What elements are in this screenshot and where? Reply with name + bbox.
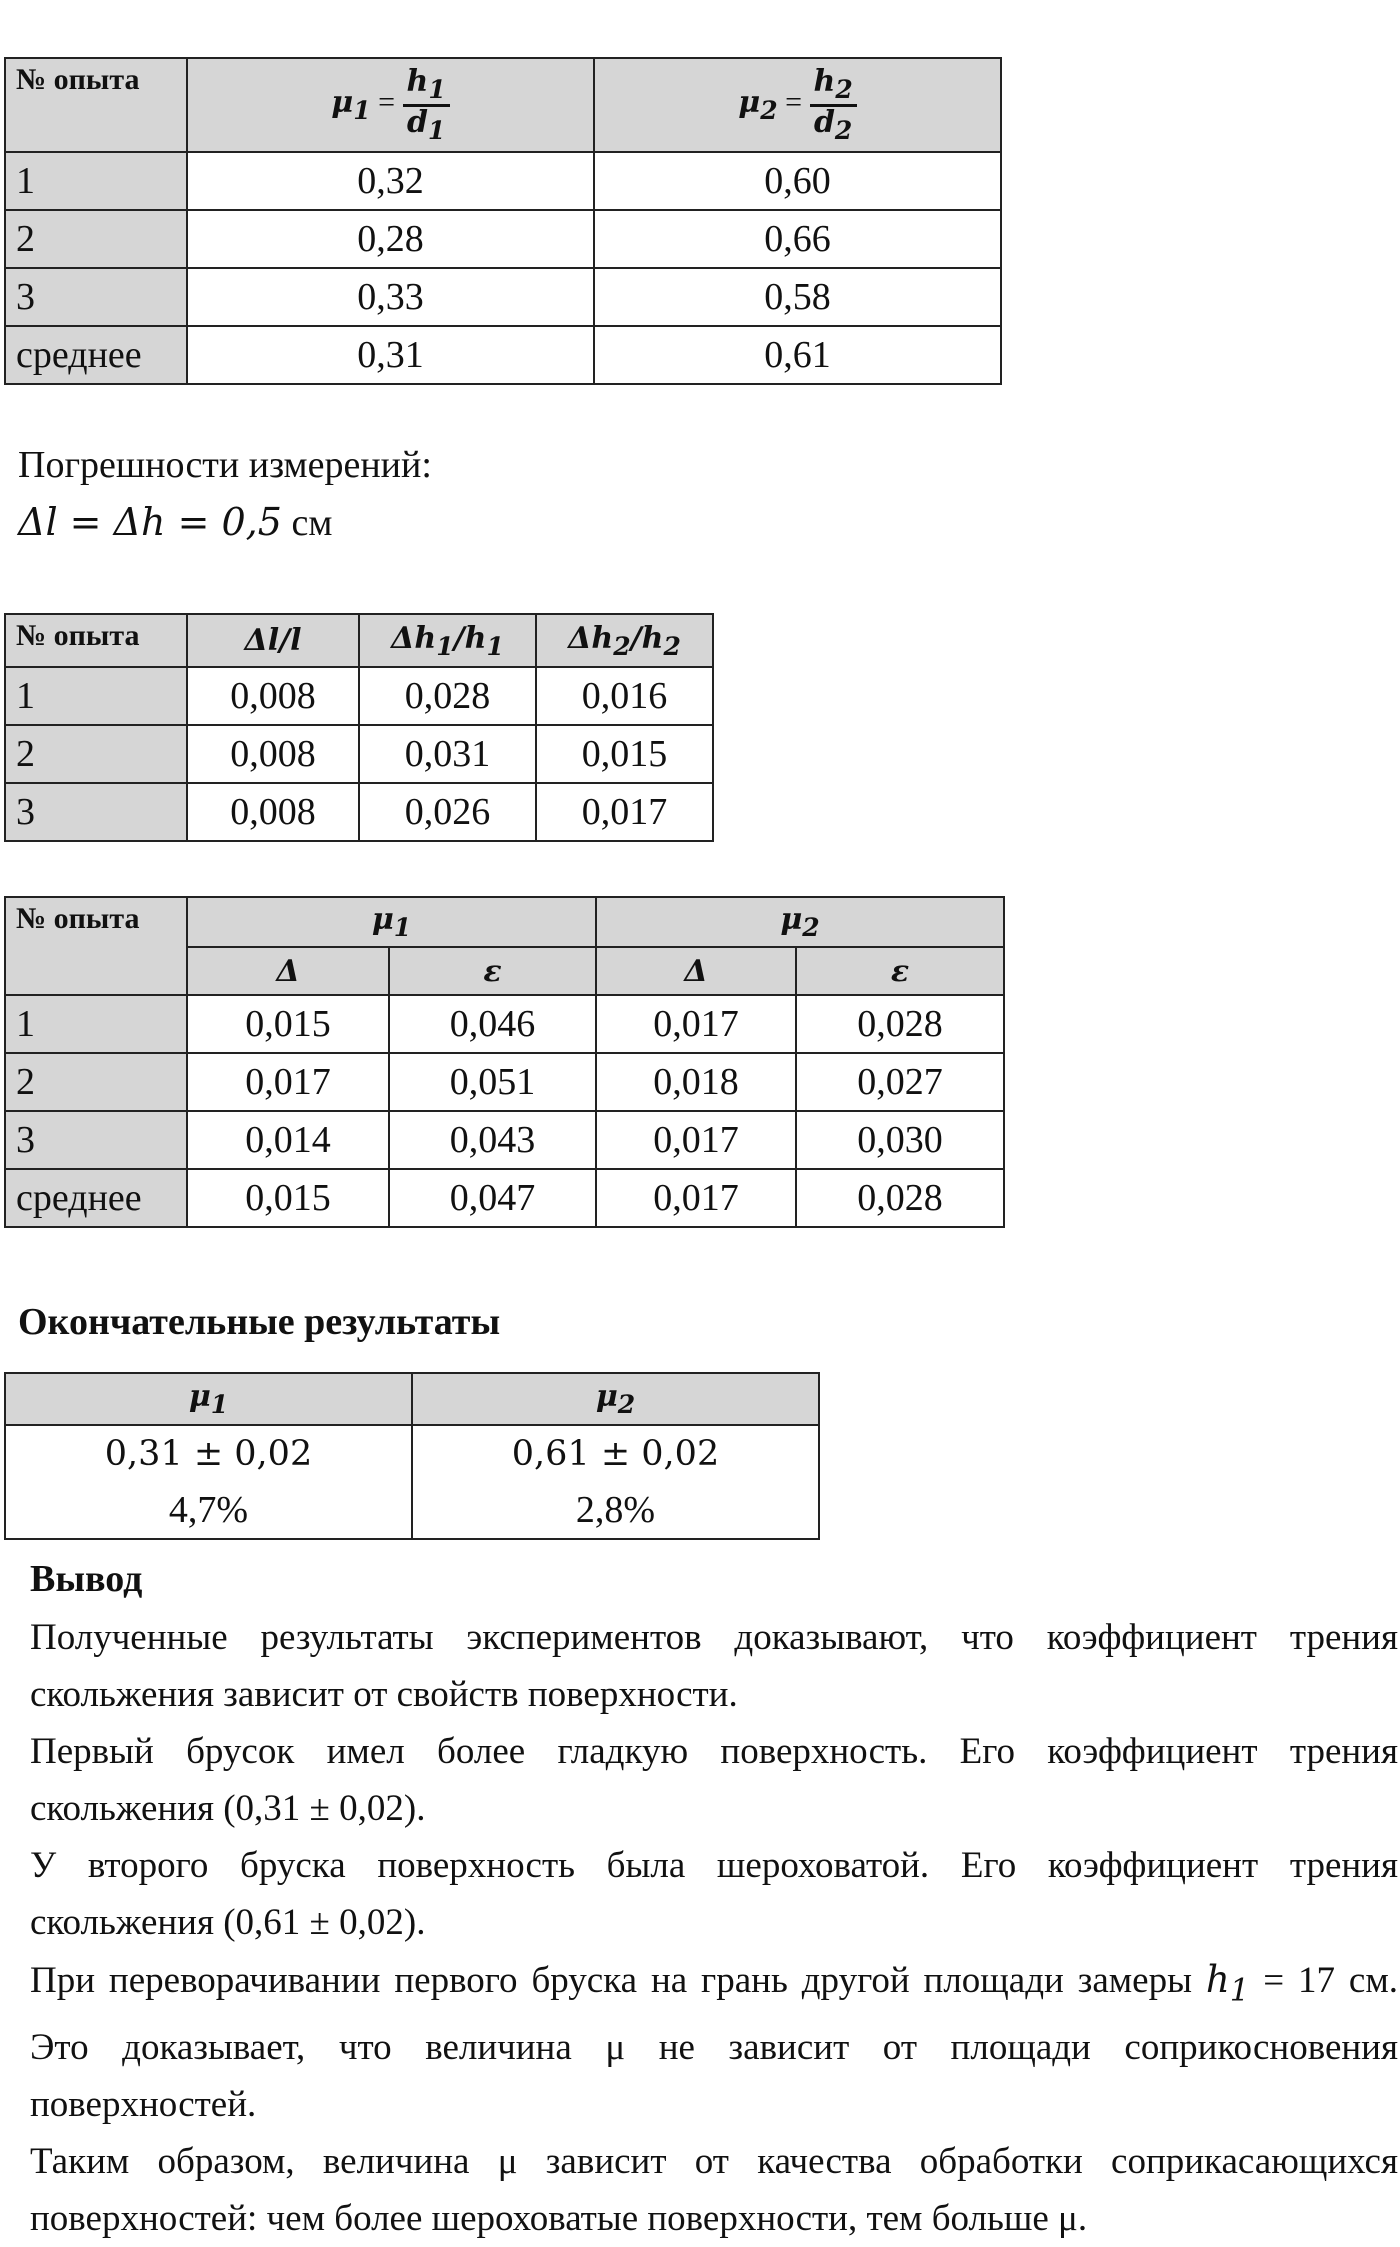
mu1-result-percent: 4,7%: [168, 1489, 249, 1531]
conclusion-paragraph-2: Первый брусок имел более гладкую поверхность. Его коэффициент трения скольжения (0,31 ± 0,02).: [30, 1731, 1398, 1829]
row-label: 3: [5, 783, 187, 841]
mu2-result: [412, 1425, 819, 1539]
col-eps-header: ε: [796, 947, 1004, 995]
conclusion-paragraph-4-start: При переворачивании первого бруска на грань другой площади замеры: [30, 1960, 1192, 2001]
mu2-result-percent: 2,8%: [575, 1489, 656, 1531]
errors-formula-math: Δl = Δh = 0,5: [18, 500, 282, 544]
conclusion-title: Вывод: [30, 1558, 143, 1600]
row-label: среднее: [5, 326, 187, 384]
table-row: [5, 1053, 1004, 1111]
cell-value: 0,027: [796, 1053, 1004, 1111]
mu1-value: 0,33: [187, 268, 594, 326]
row-label: 1: [5, 995, 187, 1053]
table-row: [5, 725, 713, 783]
mu2-value: 0,60: [594, 152, 1001, 210]
mu1-value: 0,31: [187, 326, 594, 384]
cell-value: 0,017: [596, 995, 796, 1053]
errors-formula: [18, 500, 332, 545]
cell-value: 0,017: [187, 1053, 389, 1111]
col-experiment-header: № опыта: [5, 58, 187, 152]
col-eps-header: ε: [389, 947, 596, 995]
row-label: 1: [5, 667, 187, 725]
mu-table-header: [5, 58, 1001, 152]
cell-value: 0,051: [389, 1053, 596, 1111]
col-delta-header: Δ: [596, 947, 796, 995]
table-row: [5, 152, 1001, 210]
mu-table: [4, 57, 1002, 385]
cell-value: 0,015: [187, 995, 389, 1053]
cell-value: 0,016: [536, 667, 713, 725]
table-row: [5, 667, 713, 725]
row-label: среднее: [5, 1169, 187, 1227]
cell-value: 0,017: [536, 783, 713, 841]
cell-value: 0,031: [359, 725, 536, 783]
conclusion-text: [30, 1609, 1398, 2247]
col-mu2-header: $\mu_2$ = $\frac{h_2}{d_2}$: [594, 58, 1001, 152]
cell-value: 0,028: [796, 995, 1004, 1053]
mu1-value: 0,32: [187, 152, 594, 210]
col-mu2-header: $\mu_2$: [412, 1373, 819, 1425]
mu1-result: [5, 1425, 412, 1539]
absolute-error-header: [5, 897, 1004, 947]
col-dh1-h1-header: $\Delta h_1/h_1$: [359, 614, 536, 667]
cell-value: 0,014: [187, 1111, 389, 1169]
cell-value: 0,017: [596, 1169, 796, 1227]
col-dh2-h2-header: $\Delta h_2/h_2$: [536, 614, 713, 667]
table-row: [5, 783, 713, 841]
col-experiment-header: № опыта: [5, 897, 187, 995]
cell-value: 0,030: [796, 1111, 1004, 1169]
mu2-value: 0,66: [594, 210, 1001, 268]
conclusion-paragraph-5: Таким образом, величина μ зависит от качества обработки соприкасающихся поверхностей: чем более шероховатые поверхности, тем больше μ.: [30, 2141, 1398, 2240]
final-results-title: Окончательные результаты: [18, 1301, 501, 1343]
mu2-value: 0,58: [594, 268, 1001, 326]
errors-unit: см: [291, 502, 333, 544]
mu2-result-value: 0,61 ± 0,02: [511, 1434, 720, 1474]
final-results-header: [5, 1373, 819, 1425]
row-label: 3: [5, 1111, 187, 1169]
table-row: [5, 210, 1001, 268]
table-row: [5, 995, 1004, 1053]
row-label: 2: [5, 210, 187, 268]
h1-symbol: $h_1$: [1205, 1958, 1250, 2009]
table-row: [5, 268, 1001, 326]
final-results-row: [5, 1425, 819, 1539]
row-label: 3: [5, 268, 187, 326]
row-label: 1: [5, 152, 187, 210]
table-row: [5, 1111, 1004, 1169]
col-delta-header: Δ: [187, 947, 389, 995]
conclusion-paragraph-4-end: = 17 см. Это доказывает, что величина μ не зависит от площади соприкосновения поверхностей.: [30, 1960, 1399, 2126]
cell-value: 0,028: [796, 1169, 1004, 1227]
row-label: 2: [5, 1053, 187, 1111]
conclusion-paragraph-4: [30, 1951, 1398, 2133]
cell-value: 0,008: [187, 725, 359, 783]
col-mu1-header: $\mu_1$ = $\frac{h_1}{d_1}$: [187, 58, 594, 152]
cell-value: 0,015: [536, 725, 713, 783]
cell-value: 0,015: [187, 1169, 389, 1227]
absolute-error-table: [4, 896, 1005, 1228]
errors-title: Погрешности измерений:: [18, 444, 432, 486]
conclusion-paragraph-3: У второго бруска поверхность была шероховатой. Его коэффициент трения скольжения (0,61 ± 0,02).: [30, 1845, 1398, 1943]
row-label: 2: [5, 725, 187, 783]
table-row: [5, 326, 1001, 384]
col-mu2-group-header: $\mu_2$: [596, 897, 1004, 947]
mu1-result-value: 0,31 ± 0,02: [104, 1434, 313, 1474]
cell-value: 0,047: [389, 1169, 596, 1227]
cell-value: 0,026: [359, 783, 536, 841]
mu1-value: 0,28: [187, 210, 594, 268]
cell-value: 0,028: [359, 667, 536, 725]
table-row: [5, 1169, 1004, 1227]
mu2-value: 0,61: [594, 326, 1001, 384]
relative-error-table: [4, 613, 714, 842]
cell-value: 0,018: [596, 1053, 796, 1111]
conclusion-paragraph-1: Полученные результаты экспериментов доказывают, что коэффициент трения скольжения зависит от свойств поверхности.: [30, 1617, 1398, 1715]
final-results-table: [4, 1372, 820, 1540]
cell-value: 0,008: [187, 783, 359, 841]
col-experiment-header: № опыта: [5, 614, 187, 667]
cell-value: 0,008: [187, 667, 359, 725]
cell-value: 0,046: [389, 995, 596, 1053]
cell-value: 0,043: [389, 1111, 596, 1169]
col-mu1-header: $\mu_1$: [5, 1373, 412, 1425]
col-dl-l-header: Δl/l: [187, 614, 359, 667]
cell-value: 0,017: [596, 1111, 796, 1169]
col-mu1-group-header: $\mu_1$: [187, 897, 596, 947]
relative-error-header: [5, 614, 713, 667]
